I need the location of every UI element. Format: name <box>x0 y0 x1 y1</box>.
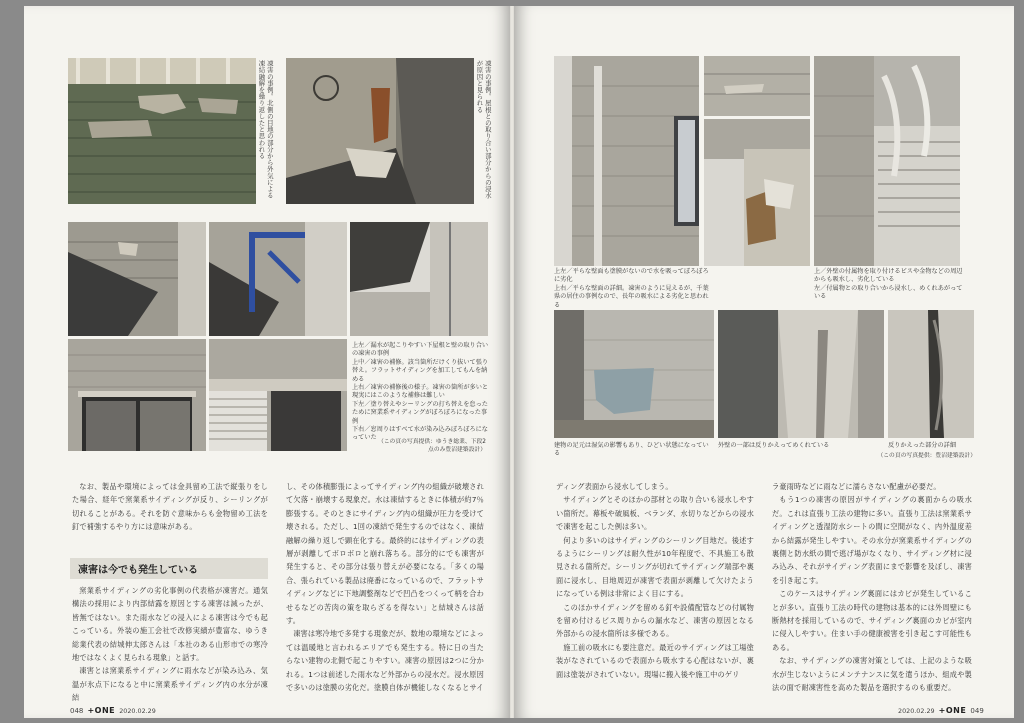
issue-date: 2020.02.29 <box>898 707 935 715</box>
photo-flat-wall-deterioration <box>554 56 699 266</box>
folio-right <box>898 706 984 715</box>
caption-grid: 上左／漏水が起こりやすい下屋根と壁の取り合いの凍害の事例 上中／凍害の補修。該当箇所だけくり抜いて張り替え。フラットサイディングを加工してもんを納める 上右／凍害の補修後の様子。凍害の箇所が多いと現実にはこのような補修は難しい 下左／塗り替えやシーリングの打ち替えを怠ったために窯業系サイディングがぼろぼろになった事例 下右／窓周りはすべて水が染み込みぼろぼろになっていた <box>352 342 489 442</box>
right-page <box>514 6 1014 718</box>
paragraph: 何より多いのはサイディングのシーリング目地だ。後述するようにシーリングは耐久性が10年程度で、不具施工も散見される箇所だ。シーリングが切れてサイディング端部や裏面に浸水し、目地周辺が凍害で表面が剥離して欠けたようになっている例は非常によく目にする。 <box>556 535 754 599</box>
caption-row1-right: 上／外壁の付属物を取り付けるビスや金物などの周辺からも吸水し、劣化している 左／付属物との取り合いから浸水し、めくれあがっている <box>814 268 963 301</box>
left-page <box>24 6 510 718</box>
paragraph: 施工前の吸水にも要注意だ。最近のサイディングは工場塗装がなされているので表面から吸水する心配はないが、裏面は塗装がされていない。現場に搬入後や施工中のゲリ <box>556 642 754 679</box>
text-column-2 <box>286 480 484 695</box>
photo-grid-top-middle <box>209 222 347 336</box>
page-number: 048 <box>70 707 84 715</box>
photo-base-damage <box>554 310 714 438</box>
paragraph: し、その体積膨張によってサイディング内の組織が破壊されて欠落・崩壊する現象だ。水は凍結するときに体積が約7％膨張する。そのときにサイディング内の組織が圧力を受けて壊される。ただし、1回の凍結で発生するのではなく、凍結融解の繰り返しで顕在化する。最終的にはサイディングの表層が剥離してボロボロと崩れ落ちる。部分的にでも凍害が発生すると、その部分は張り替えが必要になる。「多くの場合、張られている製品は廃番になっているので、フラットサイディングなどに下地調整剤などで凹凸をつくって柄を合わせるなどの苦肉の策を取らざるを得ない」と結城さんは話す。 <box>286 482 484 626</box>
paragraph: 窯業系サイディングの劣化事例の代表格が凍害だ。通気構法の採用により内部結露を原因とする凍害は減ったが、皆無ではない。また雨水などの浸入による凍害は今でも起こっている。外装の施工会社で改修実績が豊富な、ゆうき総業代表の結城伸太郎さんは「本社のある山形市での寒冷地ではなくよく見られる現象」と話す。 <box>72 586 268 663</box>
photo-frost-siding-north <box>68 58 256 204</box>
brand-logo: +ONE <box>87 706 116 715</box>
text-column-1 <box>72 480 268 534</box>
section-heading: 凍害は今でも発生している <box>70 558 268 579</box>
text-column-4 <box>772 480 972 695</box>
photo-grid-top-right <box>350 222 488 336</box>
photo-frost-roof-junction <box>286 58 474 204</box>
caption-top-right: 凍害の事例。屋根との取り合い部分からの浸水が原因と見られる <box>475 60 492 199</box>
photo-warped-siding <box>718 310 884 438</box>
paragraph: サイディングとそのほかの部材との取り合いも浸水しやすい箇所だ。幕板や破風板、ベランダ、水切りなどからの浸水で凍害を起こした例は多い。 <box>556 495 754 532</box>
photo-fixture-screws <box>814 56 960 266</box>
text-column-3 <box>556 480 754 681</box>
photo-attachment-peeling <box>704 119 810 266</box>
paragraph: 凍害は寒冷地で多発する現象だが、数地の環境などによっては温暖地と言われるエリアでも発生する。特に日の当たらない建物の北側で起こりやすい。凍害の原因は2つに分かれる。1つは前述した雨水など外部からの浸水だ。浸水原因で多いのは塗膜の劣化だ。塗膜自体が機能しなくなるとサイ <box>286 629 484 693</box>
photo-credit-left: （この頁の写真提供：ゆうき総業、下段2点のみ豊沼建築設計） <box>377 439 486 453</box>
paragraph: このほかサイディングを留める釘や設備配管などの付属物を留め付けるビス周りからの漏水など、凍害の原因となる外部からの浸水箇所は多様である。 <box>556 602 754 639</box>
caption-row2-a: 建物の足元は湿気の影響もあり、ひどい状態になっている <box>554 442 709 458</box>
issue-date: 2020.02.29 <box>119 707 156 715</box>
photo-grid-bottom-left <box>68 339 206 451</box>
photo-grid-top-left <box>68 222 206 336</box>
photo-flat-wall-detail <box>704 56 810 116</box>
paragraph: もう1つの凍害の原因がサイディングの裏面からの吸水だ。これは直張り工法の建物に多い。直張り工法は窯業系サイディングと透湿防水シートの間に空間がなく、内外温度差から結露が発生しやすい。その水分が窯業系サイディングの裏側と防水紙の間で逃げ場がなくなり、サイディング材に浸み込み、それがサイディング表面にまで影響を及ぼし、凍害を引き起こす。 <box>772 495 972 585</box>
paragraph: なお、サイディングの凍害対策としては、上記のような吸水が生じないようにメンテナンスに気を遣うほか、組成や製法の面で耐凍害性を高めた製品を選択するのも重要だ。 <box>772 656 972 693</box>
page-number: 049 <box>970 707 984 715</box>
folio-left <box>70 706 156 715</box>
caption-row2-c: 反りかえった部分の詳細 <box>888 442 957 449</box>
photo-warped-detail <box>888 310 974 438</box>
photo-credit-right: （この頁の写真提供：豊沼建築設計） <box>877 453 976 459</box>
paragraph: 凍害とは窯業系サイディングに雨水などが染み込み、気温が氷点下になると中に窯業系サイディング内の水分が凍結 <box>72 666 268 703</box>
caption-row2-b: 外壁の一部は反りかえってめくれている <box>718 442 830 449</box>
paragraph: ラ豪雨時などに雨などに濡らさない配慮が必要だ。 <box>772 482 941 491</box>
paragraph: ディング表面から浸水してしまう。 <box>556 482 673 491</box>
text-column-1-lower <box>72 584 268 705</box>
paragraph: このケースはサイディング裏面にはカビが発生していることが多い。直張り工法の時代の建物は基本的には外周壁にも断熱材を採用しているので、サイディング裏面のカビが室内に侵入しやすい。住まい手の健康被害を引き起こす可能性もある。 <box>772 589 972 652</box>
paragraph-intro: なお、製品や環境によっては金具留め工法で縦張りをした場合、経年で窯業系サイディングが反り、シーリングが切れることがある。それを防ぐ意味からも金物留め工法を釘で補強するやり方には意味がある。 <box>72 482 268 532</box>
caption-row1-left: 上左／平らな壁面も塗膜がないので水を吸ってぼろぼろに劣化 上右／平らな壁面の詳細。凍害のように見えるが、千葉県の居住の事例なので、長年の吸水による劣化と思われる <box>554 268 709 309</box>
photo-grid-bottom-right <box>209 339 347 451</box>
caption-top-left: 凍害の事例。北側の目地の部分から外気による凍結融解を繰り返したと思われる <box>257 60 274 199</box>
brand-logo: +ONE <box>938 706 967 715</box>
